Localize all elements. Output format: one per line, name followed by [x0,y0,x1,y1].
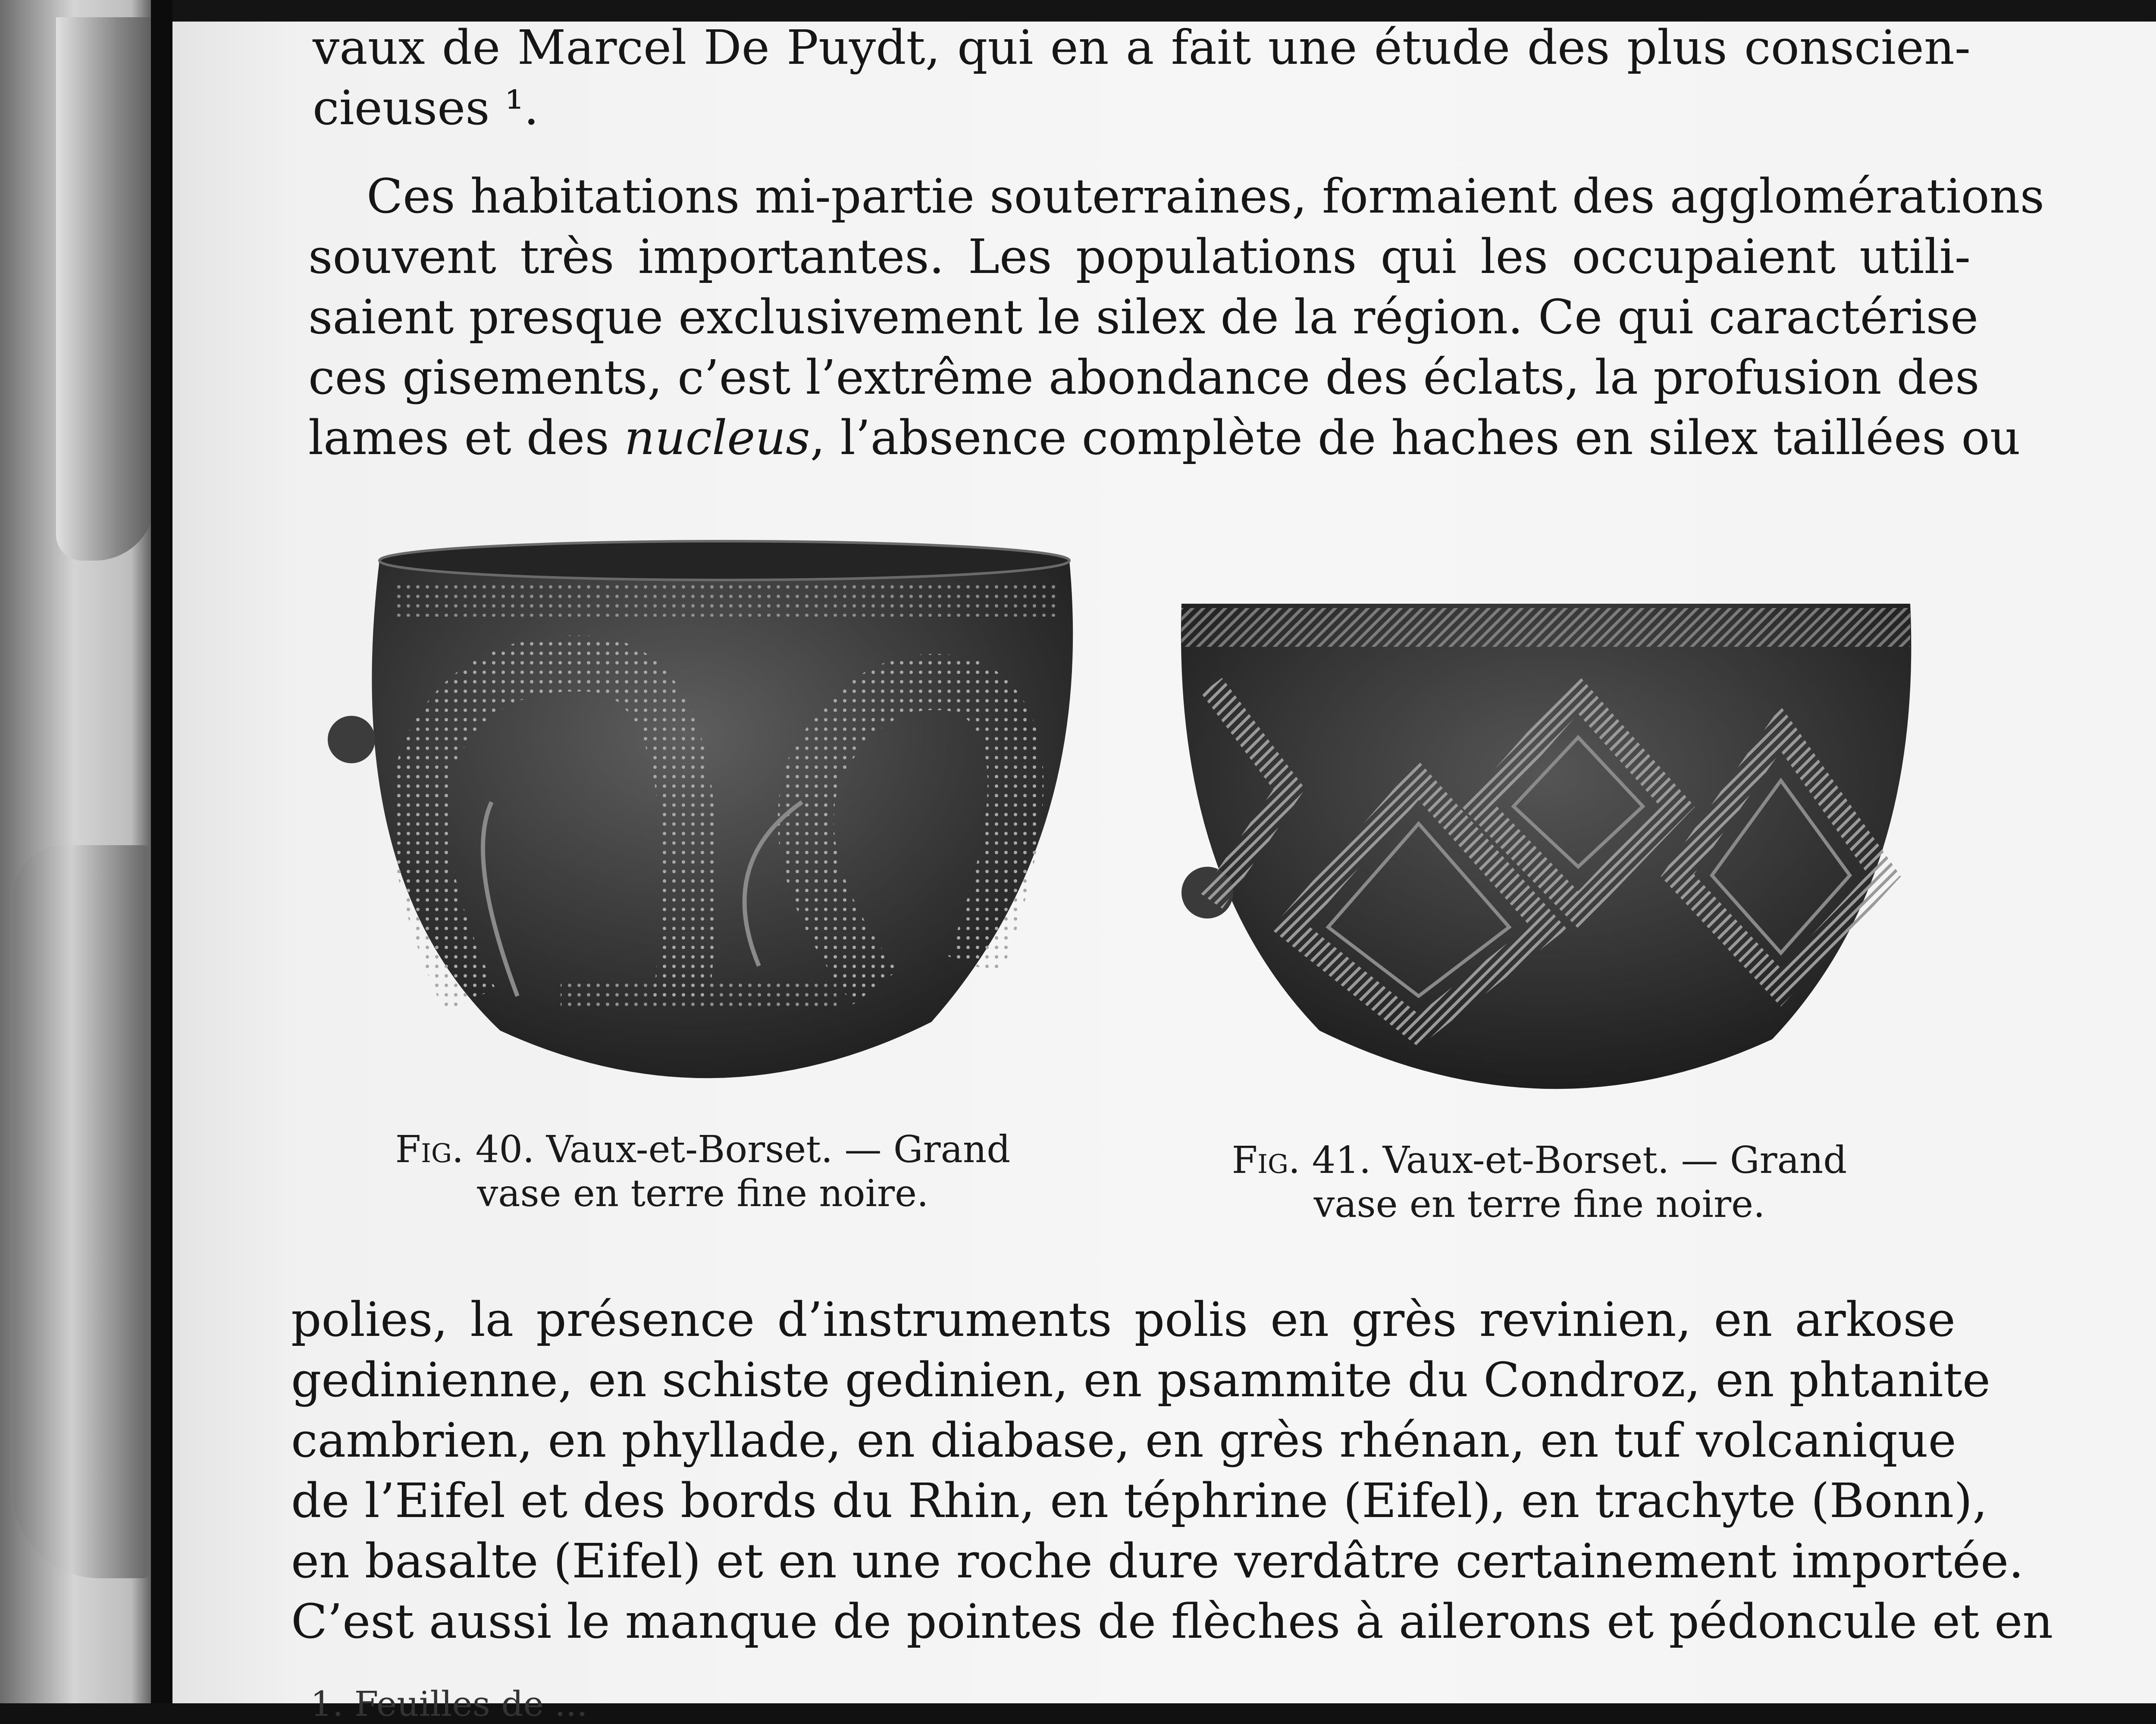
text-line: saient presque exclusivement le silex de la région. Ce qui caractérise [308,289,1979,345]
text-line-content: Ces habitations mi-partie souterraines, formaient des agglomérations [367,169,2045,224]
paragraph-top [313,17,1971,138]
text-line: de l’Eifel et des bords du Rhin, en téphrine (Eifel), en trachyte (Bonn), [291,1473,1988,1528]
left-page-vase-fragment [56,17,155,561]
left-page-vase-fragment-lower [13,845,160,1578]
figure-40-vase-image [328,535,1087,1108]
caption-line: vase en terre fine noire. [477,1172,929,1215]
text-line: cieuses ¹. [313,80,539,135]
caption-title: Vaux-et-Borset. — Grand [546,1128,1011,1171]
text-line [308,166,2045,226]
footnote-fragment: 1. Feuilles de ... [310,1684,588,1724]
book-gutter [151,0,172,1703]
figure-label: Fig. 40. [395,1128,535,1171]
caption-line [1186,1138,1893,1182]
text-line: vaux de Marcel De Puydt, qui en a fait une étude des plus conscien- [313,20,1971,75]
figure-41-caption [1186,1138,1893,1226]
figure-40-caption [345,1128,1061,1216]
rim-dotted-band [397,582,1061,617]
text-line: en basalte (Eifel) et en une roche dure verdâtre certainement importée. [291,1533,2024,1589]
italic-word: nucleus [624,410,810,465]
vase-lug [328,716,375,763]
rim-hatched-band [1181,608,1910,647]
text-line: cambrien, en phyllade, en diabase, en grès rhénan, en tuf volcanique [291,1413,1956,1468]
base-dotted-band [561,983,837,1009]
vase-rim [379,541,1069,580]
text-segment: lames et des [308,410,624,465]
paragraph-habitations [308,166,2045,468]
text-line: ces gisements, c’est l’extrême abondance des éclats, la profusion des [308,350,1980,405]
caption-line [345,1128,1061,1172]
paragraph-bottom [291,1289,2053,1652]
text-line: polies, la présence d’instruments polis en grès revinien, en arkose [291,1292,1955,1347]
figure-41-vase-image [1177,599,1919,1117]
text-segment: , l’absence complète de haches en silex taillées ou [810,410,2021,465]
text-line: souvent très importantes. Les populations qui les occupaient utili- [308,229,1971,284]
text-line [308,407,2021,468]
text-line: C’est aussi le manque de pointes de flèches à ailerons et pédoncule et en [291,1594,2053,1649]
caption-line: vase en terre fine noire. [1313,1183,1765,1226]
caption-title: Vaux-et-Borset. — Grand [1382,1139,1847,1182]
text-line: gedinienne, en schiste gedinien, en psammite du Condroz, en phtanite [291,1352,1990,1407]
vase-body [1181,604,1911,1089]
figure-label: Fig. 41. [1232,1139,1371,1182]
